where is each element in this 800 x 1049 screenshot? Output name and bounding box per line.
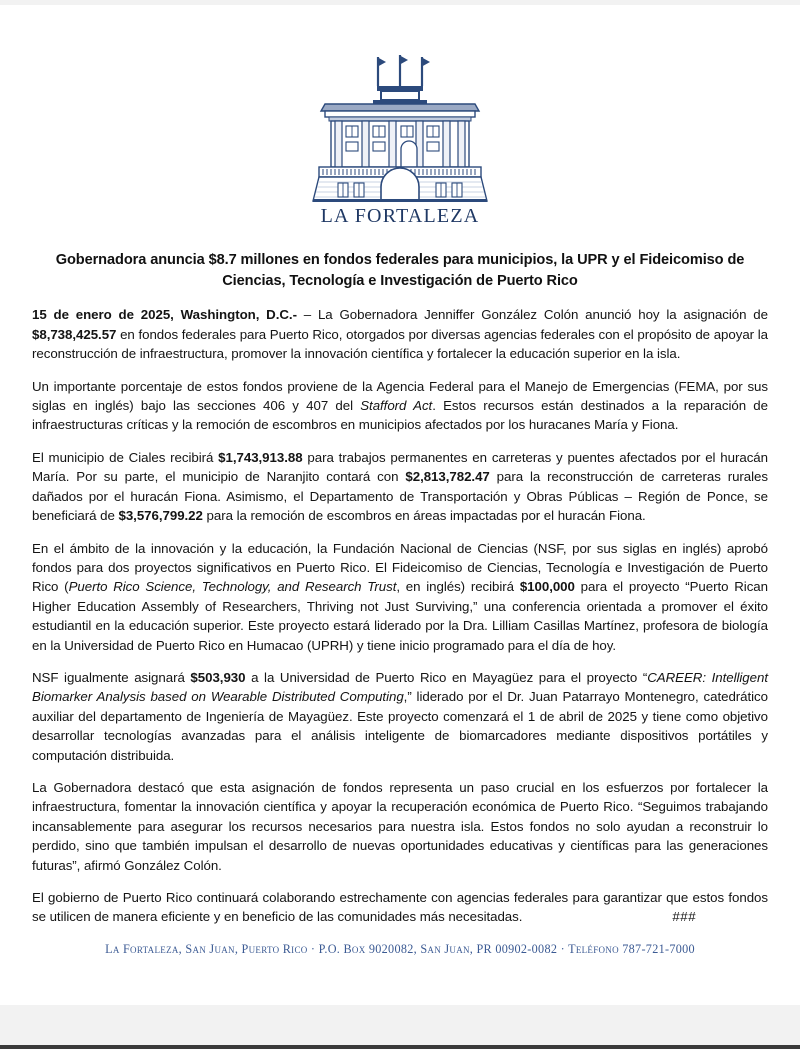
- dateline: 15 de enero de 2025, Washington, D.C.-: [32, 307, 297, 323]
- muni-text-d: para la remoción de escombros en áreas impactadas por el huracán Fiona.: [202, 508, 646, 524]
- paragraph-nsf-trust: [32, 539, 768, 655]
- page-bottom-strip: [0, 1045, 800, 1049]
- page-title: [36, 250, 764, 291]
- amount-nsf-career: $503,930: [190, 669, 246, 685]
- muni-text-a: El municipio de Ciales recibirá: [32, 449, 219, 465]
- paragraph-governor-quote: La Gobernadora destacó que esta asignación de fondos representa un paso crucial en los esfuerzos por fortalecer la infraestructura, fomentar la innovación científica y apoyar la recuperación económica de Puerto Rico. “Seguimos trabajando incansablemente para asegurar los recursos necesarios para nuestra isla. Estos fondos no solo ayudan a reconstruir lo perdido, sino que también impulsan el desarrollo de nuevas oportunidades educativas y científicas para las generaciones futuras”, afirmó González Colón.: [32, 779, 768, 873]
- stafford-act-title: Stafford Act: [360, 398, 433, 414]
- amount-trust: $100,000: [519, 579, 575, 595]
- lead-text-b: en fondos federales para Puerto Rico, otorgados por diversas agencias federales con el propósito de apoyar la reconstrucción de infraestructura, promover la innovación científica y fortalecer la educación superior en la isla.: [32, 326, 768, 362]
- nsf-text-c: ,” liderado por el Dr. Juan Patarrayo Montenegro, catedrático auxiliar del departamento de Ingeniería de Mayagüez. Este proyecto comenzará el 1 de abril de 2025 y tiene como objetivo desarrollar tecnologías avanzadas para el análisis inteligente de biomarcadores mediante dispositivos portátiles y computación distribuida.: [32, 689, 769, 763]
- lead-text-a: – La Gobernadora Jenniffer González Colón anunció hoy la asignación de: [296, 307, 769, 323]
- closing-text: El gobierno de Puerto Rico continuará colaborando estrechamente con agencias federales para garantizar que estos fondos se utilicen de manera eficiente y en beneficio de las comunidades más necesitadas.: [32, 890, 768, 925]
- trust-text-c: para el proyecto “Puerto Rican Higher Education Assembly of Researchers, Thriving not Just Surviving,” una conferencia orientada a promover el éxito estudiantil en la educación superior. Este proyecto estará liderado por la Dra. Lilliam Casillas Martínez, profesora de biología en la Universidad de Puerto Rico en Humacao (UPRH) y tiene inicio programado para el día de hoy.: [32, 579, 768, 653]
- page-sheet: [0, 5, 800, 1005]
- paragraph-municipalities: [32, 448, 768, 526]
- amount-naranjito: $2,813,782.47: [405, 469, 490, 485]
- headline-line-1: Gobernadora anuncia $8.7 millones en fondos federales para municipios, la UPR y el: [55, 252, 636, 268]
- nsf-text-b: a la Universidad de Puerto Rico en Mayagüez para el proyecto “: [245, 669, 648, 685]
- trust-text-a: En el ámbito de la innovación y la educación, la Fundación Nacional de Ciencias (NSF, por sus siglas en inglés) aprobó fondos para dos proyectos significativos en Puerto Rico. El Fideicomiso de Ciencias, Tecnología e Investigación de Puerto Rico (: [32, 540, 768, 595]
- nsf-text-a: NSF igualmente asignará: [32, 669, 191, 685]
- fema-text-b: . Estos recursos están destinados a la reparación de infraestructuras críticas y la remoción de escombros en municipios afectados por los huracanes María y Fiona.: [32, 398, 768, 433]
- fema-text-a: Un importante porcentaje de estos fondos proviene de la Agencia Federal para el Manejo de Emergencias (FEMA, por sus siglas en inglés) bajo las secciones 406 y 407 del: [32, 378, 768, 414]
- paragraph-nsf-mayaguez: [32, 668, 768, 765]
- muni-text-b: para trabajos permanentes en carreteras y puentes afectados por el huracán María. Por su parte, el municipio de Naranjito contará con: [32, 449, 769, 485]
- trust-text-b: , en inglés) recibirá: [396, 579, 520, 595]
- paragraph-lead: [32, 305, 768, 363]
- trust-english-name: Puerto Rico Science, Technology, and Research Trust: [68, 579, 397, 595]
- end-mark: ###: [672, 909, 697, 925]
- amount-dtop-ponce: $3,576,799.22: [118, 508, 203, 524]
- press-release-body: [32, 305, 768, 926]
- career-project-title: CAREER: Intelligent Biomarker Analysis based on Wearable Distributed Computing: [32, 669, 768, 705]
- letterhead-logo: [0, 5, 800, 228]
- footer-address-line: La Fortaleza, San Juan, Puerto Rico · P.O. Box 9020082, San Juan, PR 00902-0082 · Teléfono 787-721-7000: [105, 942, 695, 956]
- la-fortaleza-building-logo-icon: [305, 53, 495, 203]
- paragraph-closing: [32, 888, 768, 927]
- paragraph-fema: [32, 377, 768, 435]
- amount-ciales: $1,743,913.88: [218, 449, 303, 465]
- muni-text-c: para la reconstrucción de carreteras rurales dañados por el huracán Fiona. Asimismo, el Departamento de Transportación y Obras Públicas – Región de Ponce, se beneficiará de: [32, 469, 768, 524]
- headline-line-2: Fideicomiso de Ciencias, Tecnología e Investigación de Puerto Rico: [222, 252, 745, 289]
- letterhead-footer: [0, 942, 800, 957]
- logo-wordmark: LA FORTALEZA: [320, 205, 480, 227]
- page-bottom-band: [0, 1005, 800, 1045]
- amount-total: $8,738,425.57: [32, 326, 117, 342]
